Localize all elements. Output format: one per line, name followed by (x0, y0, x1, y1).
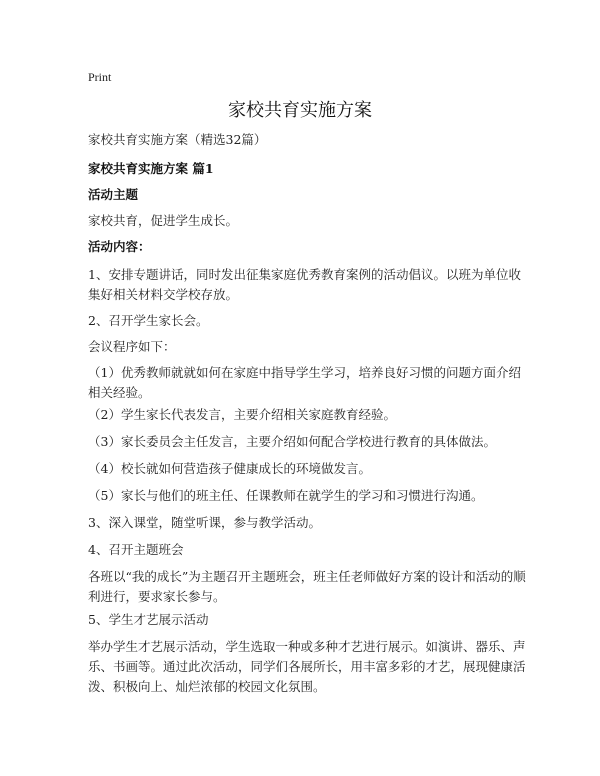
procedure-step-3: （3）家长委员会主任发言，主要介绍如何配合学校进行教育的具体做法。 (88, 434, 496, 449)
paragraph-item-5-text: 举办学生才艺展示活动，学生选取一种或多种才艺进行展示。如演讲、器乐、声乐、书画等。通过此次活动，同学们各展所长，用丰富多彩的才艺，展现健康活泼、积极向上、灿烂浓郁的校园文化氛围。 (88, 639, 526, 694)
theme-text: 家校共育，促进学生成长。 (88, 213, 239, 228)
document-subtitle: 家校共育实施方案（精选32篇） (88, 132, 267, 147)
print-link[interactable]: Print (88, 70, 112, 84)
theme-heading: 活动主题 (88, 187, 139, 202)
section-heading: 家校共育实施方案 篇1 (88, 161, 214, 176)
procedure-step-4: （4）校长就如何营造孩子健康成长的环境做发言。 (88, 461, 371, 476)
paragraph-item-4: 4、召开主题班会 (88, 542, 184, 557)
paragraph-item-5: 5、学生才艺展示活动 (88, 612, 209, 627)
content-heading: 活动内容： (88, 239, 151, 254)
document-title: 家校共育实施方案 (228, 100, 372, 121)
paragraph-item-4-text: 各班以“我的成长”为主题召开主题班会，班主任老师做好方案的设计和活动的顺利进行，要求家长参与。 (88, 569, 526, 604)
paragraph-item-2: 2、召开学生家长会。 (88, 313, 209, 328)
procedure-step-5: （5）家长与他们的班主任、任课教师在就学生的学习和习惯进行沟通。 (88, 488, 484, 503)
paragraph-item-1: 1、安排专题讲话，同时发出征集家庭优秀教育案例的活动倡议。以班为单位收集好相关材料交学校存放。 (88, 267, 521, 302)
procedure-label: 会议程序如下： (88, 339, 176, 354)
paragraph-item-3: 3、深入课堂，随堂听课，参与教学活动。 (88, 515, 321, 530)
procedure-step-2: （2）学生家长代表发言，主要介绍相关家庭教育经验。 (88, 407, 396, 422)
procedure-step-1: （1）优秀教师就就如何在家庭中指导学生学习，培养良好习惯的问题方面介绍相关经验。 (88, 365, 521, 400)
